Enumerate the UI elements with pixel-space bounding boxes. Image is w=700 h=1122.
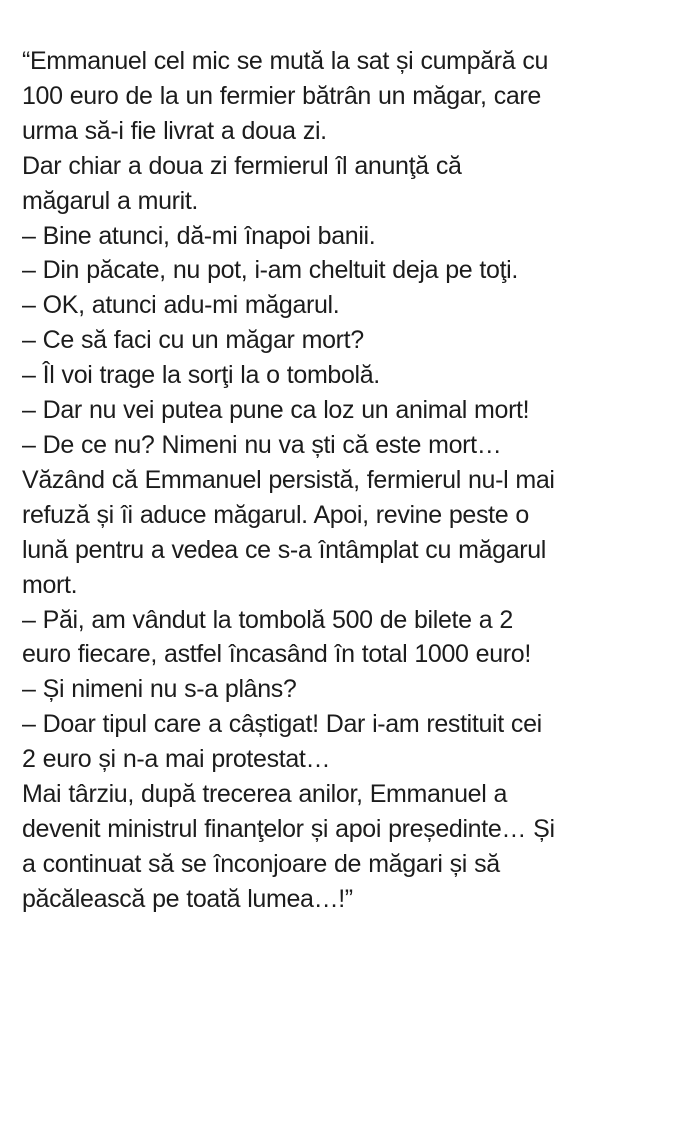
story-line: urma să-i fie livrat a doua zi.: [22, 116, 327, 145]
story-line: euro fiecare, astfel încasând în total 1000 euro!: [22, 640, 531, 669]
story-line: – De ce nu? Nimeni nu va ști că este mort…: [22, 430, 502, 459]
story-line: a continuat să se înconjoare de măgari și să: [22, 849, 500, 878]
story-line: – Din păcate, nu pot, i-am cheltuit deja pe toţi.: [22, 256, 518, 285]
story-line: – Dar nu vei putea pune ca loz un animal mort!: [22, 396, 530, 425]
story-line: păcălească pe toată lumea…!”: [22, 884, 353, 913]
story-line: – Păi, am vândut la tombolă 500 de bilete a 2: [22, 605, 513, 634]
story-line: Văzând că Emmanuel persistă, fermierul nu-l mai: [22, 465, 555, 494]
story-line: – Doar tipul care a câștigat! Dar i-am restituit cei: [22, 710, 542, 739]
story-line: – Îl voi trage la sorţi la o tombolă.: [22, 361, 380, 390]
story-line: – Ce să faci cu un măgar mort?: [22, 326, 364, 355]
story-line: 100 euro de la un fermier bătrân un măgar, care: [22, 81, 541, 110]
story-line: – Și nimeni nu s-a plâns?: [22, 675, 297, 704]
story-line: – Bine atunci, dă-mi înapoi banii.: [22, 221, 376, 250]
story-line: 2 euro și n-a mai protestat…: [22, 745, 331, 774]
story-line: refuză și îi aduce măgarul. Apoi, revine peste o: [22, 500, 529, 529]
story-line: devenit ministrul finanţelor și apoi președinte… Și: [22, 814, 555, 843]
story-line: – OK, atunci adu-mi măgarul.: [22, 291, 340, 320]
story-line: măgarul a murit.: [22, 186, 199, 215]
story-line: Mai târziu, după trecerea anilor, Emmanuel a: [22, 780, 508, 809]
story-line: mort.: [22, 570, 78, 599]
story-line: “Emmanuel cel mic se mută la sat și cumpără cu: [22, 47, 549, 75]
story-line: Dar chiar a doua zi fermierul îl anunţă că: [22, 151, 462, 180]
story-text: [22, 44, 682, 917]
story-line: lună pentru a vedea ce s-a întâmplat cu măgarul: [22, 535, 546, 564]
